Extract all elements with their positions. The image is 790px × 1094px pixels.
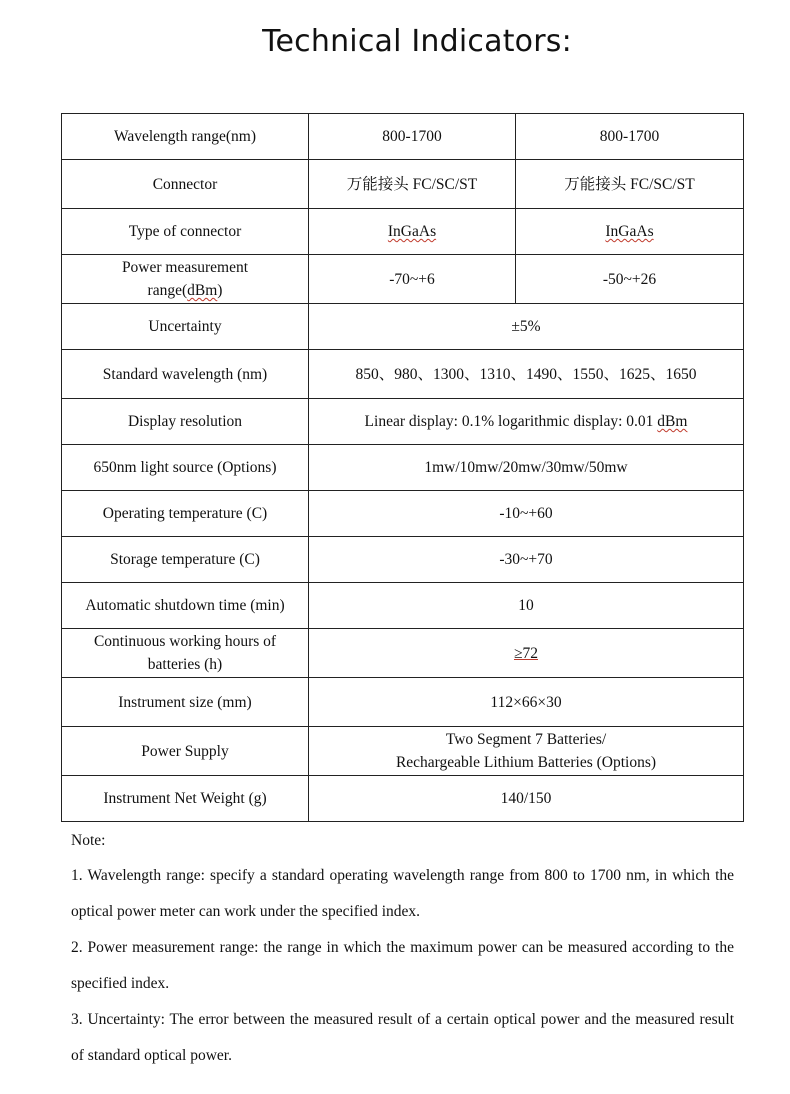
- table-row: [62, 350, 744, 399]
- table-row: [62, 255, 744, 304]
- row-value: Linear display: 0.1% logarithmic display: 0.01 dBm: [309, 399, 744, 445]
- row-label: Display resolution: [62, 399, 309, 445]
- table-row: [62, 114, 744, 160]
- row-value-line: Two Segment 7 Batteries/: [445, 731, 607, 748]
- row-label: 650nm light source (Options): [62, 445, 309, 491]
- spec-table: [61, 113, 744, 822]
- row-label: Standard wavelength (nm): [62, 350, 309, 399]
- row-label: Operating temperature (C): [62, 491, 309, 537]
- row-label-line: Continuous working hours of: [93, 633, 277, 650]
- spellcheck-underlined-text: InGaAs: [605, 223, 654, 240]
- notes-section: [71, 828, 734, 1074]
- row-label: [62, 629, 309, 678]
- row-label: Storage temperature (C): [62, 537, 309, 583]
- row-value-col1: [309, 209, 516, 255]
- row-value-col2: -50~+26: [516, 255, 744, 304]
- table-row: [62, 629, 744, 678]
- row-label: Type of connector: [62, 209, 309, 255]
- table-row: [62, 445, 744, 491]
- note-item: 3. Uncertainty: The error between the measured result of a certain optical power and the measured result of standard optical power.: [71, 1011, 734, 1064]
- note-item: 2. Power measurement range: the range in which the maximum power can be measured according to the specified index.: [71, 939, 734, 992]
- row-value-col2: [516, 209, 744, 255]
- row-value: -10~+60: [309, 491, 744, 537]
- row-value: 112×66×30: [309, 678, 744, 727]
- table-row: [62, 160, 744, 209]
- table-row: [62, 399, 744, 445]
- row-value: 850、980、1300、1310、1490、1550、1625、1650: [309, 350, 744, 399]
- row-value: [309, 727, 744, 776]
- row-label: Uncertainty: [62, 304, 309, 350]
- table-row: [62, 776, 744, 822]
- row-value: 140/150: [309, 776, 744, 822]
- table-row: [62, 727, 744, 776]
- row-label: Connector: [62, 160, 309, 209]
- page-title: Technical Indicators:: [262, 24, 572, 59]
- row-label-line: batteries (h): [147, 656, 223, 673]
- row-value: 10: [309, 583, 744, 629]
- row-label: Instrument Net Weight (g): [62, 776, 309, 822]
- table-row: [62, 304, 744, 350]
- table-row: [62, 209, 744, 255]
- row-label-line: range(dBm): [147, 282, 223, 299]
- spellcheck-underlined-text: InGaAs: [387, 223, 437, 240]
- row-label-line: Power measurement: [121, 259, 249, 276]
- row-value: ±5%: [309, 304, 744, 350]
- row-label: Automatic shutdown time (min): [62, 583, 309, 629]
- row-value: -30~+70: [309, 537, 744, 583]
- row-value-col1: 万能接头 FC/SC/ST: [309, 160, 516, 209]
- note-item: 1. Wavelength range: specify a standard operating wavelength range from 800 to 1700 nm, in which the optical power meter can work under the specified index.: [71, 867, 734, 920]
- row-label: Power Supply: [62, 727, 309, 776]
- row-value: ≥72: [309, 629, 744, 678]
- row-label: [62, 255, 309, 304]
- row-value-col1: -70~+6: [309, 255, 516, 304]
- table-row: [62, 537, 744, 583]
- row-label: Wavelength range(nm): [62, 114, 309, 160]
- table-row: [62, 583, 744, 629]
- row-value-line: Rechargeable Lithium Batteries (Options): [395, 754, 657, 771]
- row-label: Instrument size (mm): [62, 678, 309, 727]
- row-value-col2: 万能接头 FC/SC/ST: [516, 160, 744, 209]
- notes-heading: Note:: [71, 832, 106, 849]
- table-row: [62, 491, 744, 537]
- table-row: [62, 678, 744, 727]
- row-value-col1: 800-1700: [309, 114, 516, 160]
- row-value: 1mw/10mw/20mw/30mw/50mw: [309, 445, 744, 491]
- row-value-col2: 800-1700: [516, 114, 744, 160]
